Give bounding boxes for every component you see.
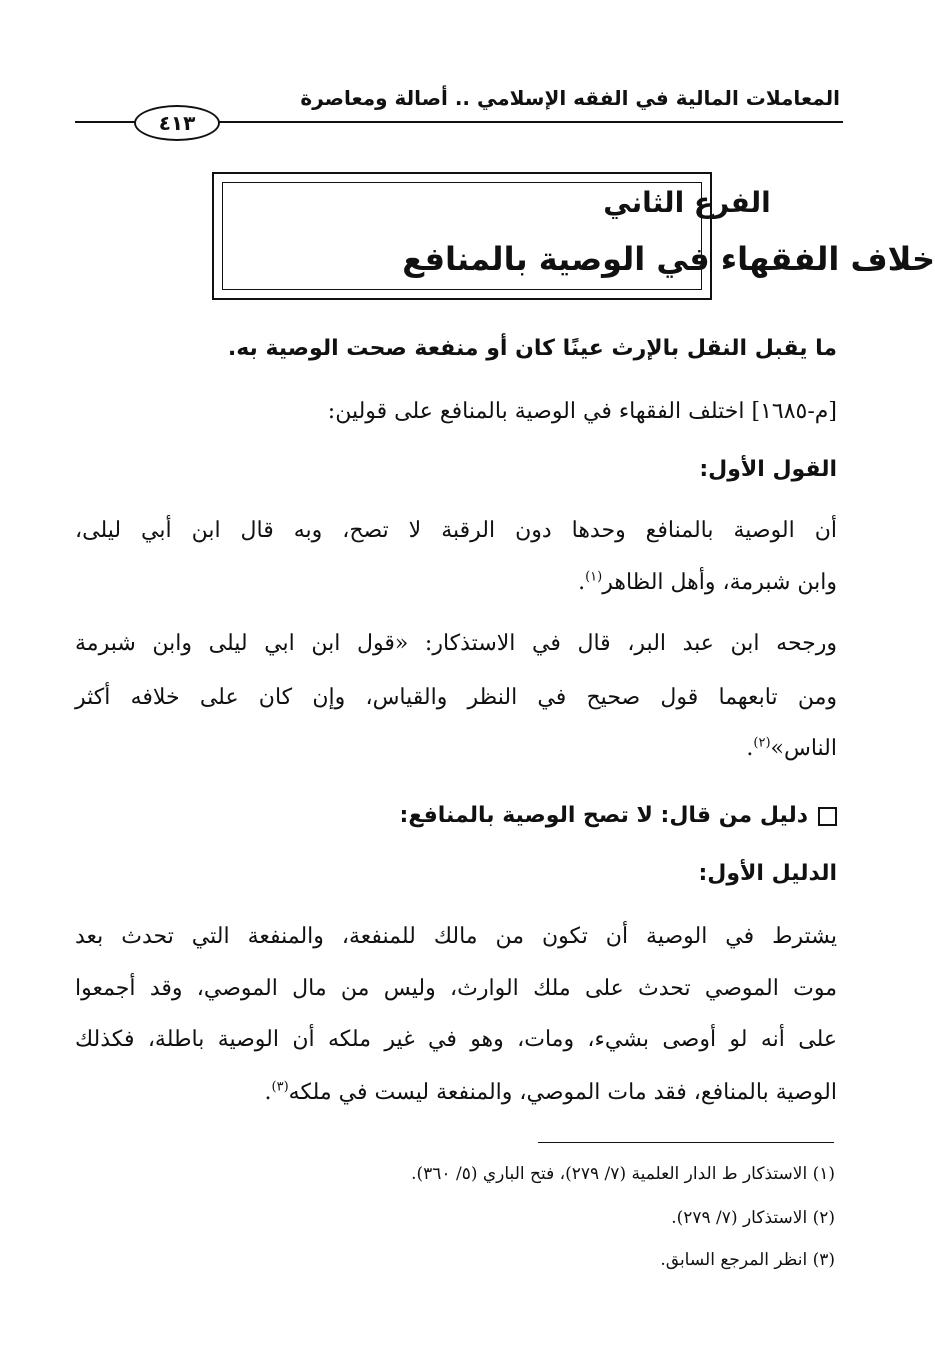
footnote-ref-1: (١) [585, 569, 603, 585]
footnote-1: (١) الاستذكار ط الدار العلمية (٧/ ٢٧٩)، فتح الباري (٥/ ٣٦٠). [411, 1164, 835, 1184]
first-opinion-line1: أن الوصية بالمنافع وحدها دون الرقبة لا تصح، وبه قال ابن أبي ليلى، [75, 518, 837, 543]
footnote-3: (٣) انظر المرجع السابق. [660, 1250, 835, 1270]
evidence-line1: يشترط في الوصية أن تكون من مالك للمنفعة، والمنفعة التي تحدث بعد [75, 924, 837, 949]
issue-statement: [م-١٦٨٥] اختلف الفقهاء في الوصية بالمنافع على قولين: [327, 399, 837, 424]
footnote-ref-3: (٣) [271, 1079, 289, 1095]
first-opinion-line2 [75, 568, 837, 598]
endorsement-line3 [75, 734, 837, 764]
evidence-line4-end: . [264, 1080, 272, 1105]
evidence-line3: على أنه لو أوصى بشيء، ومات، وهو في غير ملكه أن الوصية باطلة، فكذلك [75, 1027, 837, 1052]
endorsement-line3-end: . [746, 736, 754, 761]
evidence-line4-text: الوصية بالمنافع، فقد مات الموصي، والمنفعة ليست في ملكه [288, 1080, 837, 1105]
first-opinion-heading: القول الأول: [699, 457, 837, 482]
page-number: ٤١٣ [134, 105, 220, 141]
evidence-line2: موت الموصي تحدث على ملك الوارث، وليس من مال الموصي، وقد أجمعوا [75, 976, 837, 1001]
section-title-line2: خلاف الفقهاء في الوصية بالمنافع [402, 240, 935, 278]
square-bullet-icon [818, 807, 837, 826]
evidence-line4 [75, 1078, 837, 1108]
evidence-heading [75, 801, 837, 831]
section-title-line1: الفرع الثاني [603, 186, 771, 219]
evidence-heading-text: دليل من قال: لا تصح الوصية بالمنافع: [399, 803, 808, 828]
footnote-ref-2: (٢) [753, 735, 771, 751]
endorsement-line1: ورجحه ابن عبد البر، قال في الاستذكار: «قول ابن ابي ليلى وابن شبرمة [75, 631, 837, 656]
first-evidence-heading: الدليل الأول: [698, 861, 837, 886]
endorsement-line3-text: الناس» [770, 736, 837, 761]
first-opinion-line2-end: . [578, 570, 586, 595]
first-opinion-line2-text: وابن شبرمة، وأهل الظاهر [602, 570, 837, 595]
footnote-2: (٢) الاستذكار (٧/ ٢٧٩). [671, 1208, 835, 1228]
section-title-shadow [216, 298, 712, 300]
footnote-separator [538, 1142, 834, 1143]
running-title: المعاملات المالية في الفقه الإسلامي .. أصالة ومعاصرة [300, 86, 840, 110]
endorsement-line2: ومن تابعهما قول صحيح في النظر والقياس، وإن كان على خلافه أكثر [75, 685, 837, 710]
rule-statement: ما يقبل النقل بالإرث عينًا كان أو منفعة صحت الوصية به. [227, 336, 837, 361]
